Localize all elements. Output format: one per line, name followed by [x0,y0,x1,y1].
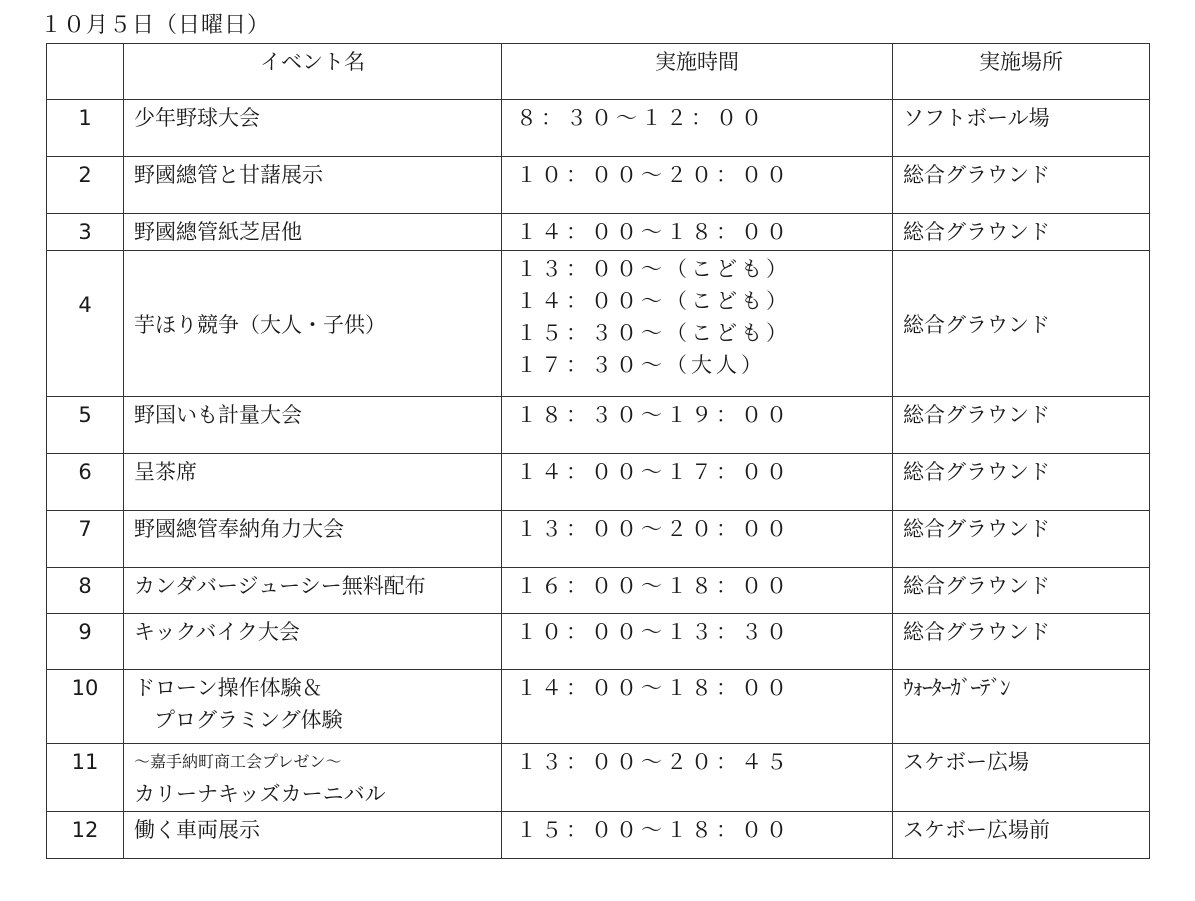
event-time: １３：００～２０：００ [502,511,893,568]
header-place: 実施場所 [893,44,1150,100]
event-time-list [502,251,893,397]
event-time: １８：３０～１９：００ [502,397,893,454]
event-place: 総合グラウンド [893,511,1150,568]
event-time: ８：３０～１２：００ [502,100,893,157]
row-number: 7 [47,511,124,568]
event-time: １４：００～１７：００ [502,454,893,511]
event-name: キックバイク大会 [124,614,502,670]
event-time-slot: １４：００～（こども） [516,289,791,313]
event-place: 総合グラウンド [893,614,1150,670]
event-time-slot: １７：３０～（大人） [516,353,766,377]
event-place: 総合グラウンド [893,157,1150,214]
event-schedule-table [46,43,1150,859]
table-row [47,614,1150,670]
table-row [47,670,1150,744]
event-name: 呈茶席 [124,454,502,511]
event-name [124,670,502,744]
event-time: １０：００～１３：３０ [502,614,893,670]
table-row [47,214,1150,251]
row-number: 8 [47,568,124,614]
event-name-line: ドローン操作体験＆ [134,676,323,700]
row-number: 9 [47,614,124,670]
event-name [124,744,502,812]
header-time: 実施時間 [502,44,893,100]
event-place: 総合グラウンド [893,214,1150,251]
event-name: カンダバージューシー無料配布 [124,568,502,614]
event-name-line: カリーナキッズカーニバル [134,782,386,806]
event-time: １６：００～１８：００ [502,568,893,614]
event-name: 働く車両展示 [124,812,502,859]
table-row [47,568,1150,614]
row-number: 2 [47,157,124,214]
row-number: 1 [47,100,124,157]
table-row [47,454,1150,511]
event-place: スケボー広場 [893,744,1150,812]
event-time: １３：００～２０：４５ [502,744,893,812]
table-row [47,511,1150,568]
table-row [47,157,1150,214]
event-name: 野國總管と甘藷展示 [124,157,502,214]
event-name: 野国いも計量大会 [124,397,502,454]
row-number: 6 [47,454,124,511]
event-name-line: プログラミング体験 [154,708,343,732]
header-number [47,44,124,100]
row-number: 12 [47,812,124,859]
header-event-name: イベント名 [124,44,502,100]
event-time: １５：００～１８：００ [502,812,893,859]
event-place: スケボー広場前 [893,812,1150,859]
row-number: 10 [47,670,124,744]
event-time: １４：００～１８：００ [502,670,893,744]
page-heading: １０月５日（日曜日） [40,13,271,38]
event-time: １０：００～２０：００ [502,157,893,214]
table-row [47,251,1150,397]
table-row [47,812,1150,859]
event-place: 総合グラウンド [893,397,1150,454]
event-name: 少年野球大会 [124,100,502,157]
event-name: 芋ほり競争（大人・子供） [124,251,502,397]
event-place: ソフトボール場 [893,100,1150,157]
event-place: 総合グラウンド [893,568,1150,614]
row-number: 3 [47,214,124,251]
event-time: １４：００～１８：００ [502,214,893,251]
row-number: 5 [47,397,124,454]
event-name-line: ～嘉手納町商工会プレゼン～ [134,752,342,771]
header-row [47,44,1150,100]
row-number: 11 [47,744,124,812]
event-time-slot: １３：００～（こども） [516,257,791,281]
table-row [47,100,1150,157]
event-place: ｳｫｰﾀｰｶﾞｰﾃﾞﾝ [893,670,1150,744]
table-row [47,397,1150,454]
event-name: 野國總管奉納角力大会 [124,511,502,568]
event-place: 総合グラウンド [893,454,1150,511]
event-time-slot: １５：３０～（こども） [516,321,791,345]
row-number: 4 [47,251,124,397]
table-row [47,744,1150,812]
event-name: 野國總管紙芝居他 [124,214,502,251]
event-place: 総合グラウンド [893,251,1150,397]
